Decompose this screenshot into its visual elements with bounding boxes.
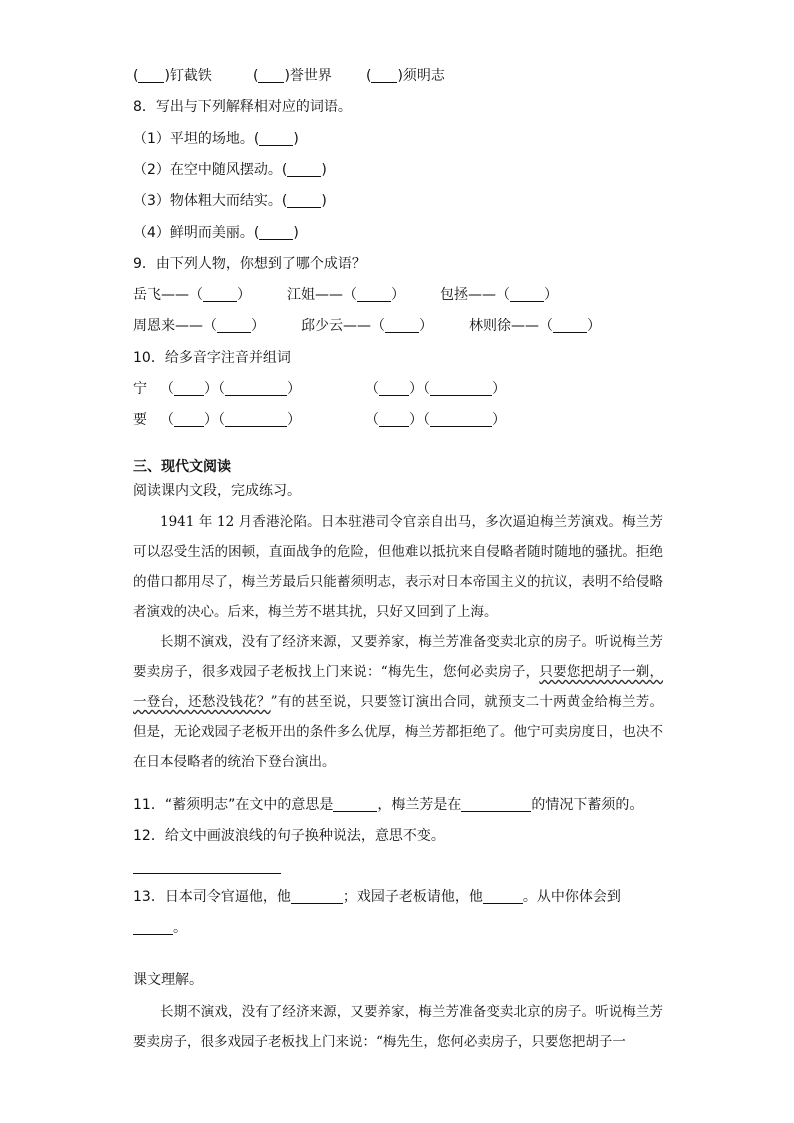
q9-person-1: 岳飞——（ ） — [133, 287, 251, 303]
q8-item-4: （4）鲜明而美丽。( ) — [133, 225, 299, 241]
answer-blank[interactable] — [217, 318, 251, 333]
passage-paragraph-2: 长期不演戏，没有了经济来源，又要养家，梅兰芳准备变卖北京的房子。听说梅兰芳要卖房子，很多戏园子老板找上门来说：“梅先生，您何必卖房子，只要您把胡子一剃，一登台，还愁没钱花？”有的甚至说，只要签订演出合同，就预支二十两黄金给梅兰芳。但是，无论戏园子老板开出的条件多么优厚，梅兰芳都拒绝了。他宁可卖房度日，也决不在日本侵略者的统治下登台演出。 — [133, 634, 663, 770]
word-blank[interactable] — [430, 412, 492, 427]
answer-blank[interactable] — [138, 68, 164, 83]
answer-blank[interactable] — [287, 193, 321, 208]
q8-item-2: （2）在空中随风摆动。( ) — [133, 162, 327, 178]
word-blank[interactable] — [430, 381, 492, 396]
answer-blank[interactable] — [333, 797, 377, 812]
word-blank[interactable] — [225, 381, 287, 396]
answer-blank[interactable] — [371, 68, 397, 83]
pinyin-blank[interactable] — [174, 412, 204, 427]
q8-title: 8．写出与下列解释相对应的词语。 — [133, 99, 352, 115]
passage-2-title: 课文理解。 — [133, 972, 203, 988]
pinyin-blank[interactable] — [379, 381, 409, 396]
q13: 13．日本司令官逼他，他 ；戏园子老板请他，他 。从中你体会到 — [133, 889, 621, 905]
q7-item-3: ( )须明志 — [366, 68, 445, 84]
pinyin-blank[interactable] — [174, 381, 204, 396]
q9-person-5: 邱少云——（ ） — [301, 318, 433, 334]
wavy-underlined-sentence: 只要您把胡子一剃，一登台，还愁没钱花？ — [133, 664, 663, 710]
passage-2-paragraph-1: 长期不演戏，没有了经济来源，又要养家，梅兰芳准备变卖北京的房子。听说梅兰芳要卖房子，很多戏园子老板找上门来说：“梅先生，您何必卖房子，只要您把胡子一 — [133, 1004, 663, 1050]
answer-blank[interactable] — [133, 920, 173, 935]
answer-blank[interactable] — [258, 68, 284, 83]
answer-blank[interactable] — [510, 287, 544, 302]
passage-2 — [133, 997, 663, 1057]
q10-blank-group-3: （ ）（ ） — [160, 412, 301, 428]
answer-blank[interactable] — [357, 287, 391, 302]
passage-1 — [133, 507, 663, 777]
q10-blank-group-1: （ ）（ ） — [160, 381, 301, 397]
answer-blank[interactable] — [203, 287, 237, 302]
q9-person-4: 周恩来——（ ） — [133, 318, 265, 334]
q9-title: 9．由下列人物，你想到了哪个成语？ — [133, 256, 366, 272]
pinyin-blank[interactable] — [379, 412, 409, 427]
q8-item-3: （3）物体粗大而结实。( ) — [133, 193, 327, 209]
polyphone-char: 宁 — [133, 381, 147, 397]
passage-paragraph-1: 1941 年 12 月香港沦陷。日本驻港司令官亲自出马，多次逼迫梅兰芳演戏。梅兰芳可以忍受生活的困顿，直面战争的危险，但他难以抵抗来自侵略者随时随地的骚扰。拒绝的借口都用尽了，梅兰芳最后只能蓄须明志，表示对日本帝国主义的抗议，表明不给侵略者演戏的决心。后来，梅兰芳不堪其扰，只好又回到了上海。 — [133, 514, 663, 620]
q9-person-2: 江姐——（ ） — [287, 287, 405, 303]
answer-blank[interactable] — [483, 889, 523, 904]
answer-blank[interactable] — [553, 318, 587, 333]
answer-blank[interactable] — [259, 225, 293, 240]
q10-title: 10．给多音字注音并组词 — [133, 350, 291, 366]
q10-blank-group-4: （ ）（ ） — [365, 412, 506, 428]
q11: 11．“蓄须明志”在文中的意思是 ，梅兰芳是在 的情况下蓄须的。 — [133, 797, 644, 813]
q8-item-1: （1）平坦的场地。( ) — [133, 131, 299, 147]
q12: 12．给文中画波浪线的句子换种说法，意思不变。 — [133, 828, 445, 844]
q12-answer-line[interactable] — [133, 873, 281, 874]
word-blank[interactable] — [225, 412, 287, 427]
q9-person-6: 林则徐——（ ） — [469, 318, 601, 334]
q9-person-3: 包拯——（ ） — [440, 287, 558, 303]
answer-blank[interactable] — [259, 131, 293, 146]
answer-blank[interactable] — [461, 797, 531, 812]
section-intro: 阅读课内文段，完成练习。 — [133, 483, 301, 499]
q10-blank-group-2: （ ）（ ） — [365, 381, 506, 397]
q7-item-1: ( )钉截铁 — [133, 68, 212, 84]
polyphone-char: 要 — [133, 412, 147, 428]
answer-blank[interactable] — [291, 889, 343, 904]
q13-continued: 。 — [133, 918, 187, 938]
answer-blank[interactable] — [287, 162, 321, 177]
answer-blank[interactable] — [385, 318, 419, 333]
q7-item-2: ( )誉世界 — [253, 68, 332, 84]
section-heading: 三、现代文阅读 — [133, 459, 231, 475]
